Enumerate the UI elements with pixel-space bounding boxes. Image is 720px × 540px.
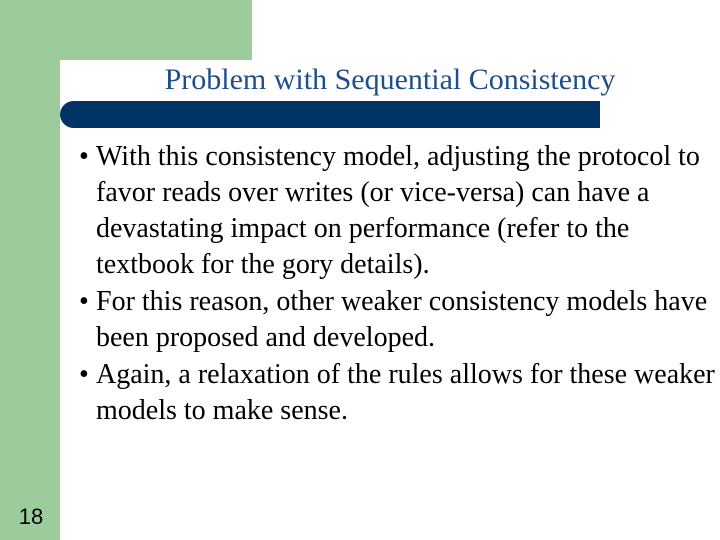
bullet-text: For this reason, other weaker consistency models have been proposed and developed. <box>96 286 708 353</box>
bullet-item <box>76 284 716 356</box>
left-accent-bar <box>0 0 60 540</box>
bullet-dot: • <box>79 359 89 390</box>
bullet-item <box>76 139 716 283</box>
bullet-item <box>76 357 716 429</box>
bullet-text: With this consistency model, adjusting the protocol to favor reads over writes (or vice-versa) can have a devastating impact on performance (refer to the textbook for the gory details). <box>96 141 700 280</box>
bullet-dot: • <box>79 286 89 317</box>
slide-title: Problem with Sequential Consistency <box>164 63 616 96</box>
page-number: 18 <box>18 504 44 529</box>
bullet-text: Again, a relaxation of the rules allows for these weaker models to make sense. <box>96 359 715 426</box>
bullet-dot: • <box>79 141 89 172</box>
top-accent-block <box>60 0 252 60</box>
bullet-list <box>76 139 716 430</box>
title-underline-bar <box>60 101 600 128</box>
